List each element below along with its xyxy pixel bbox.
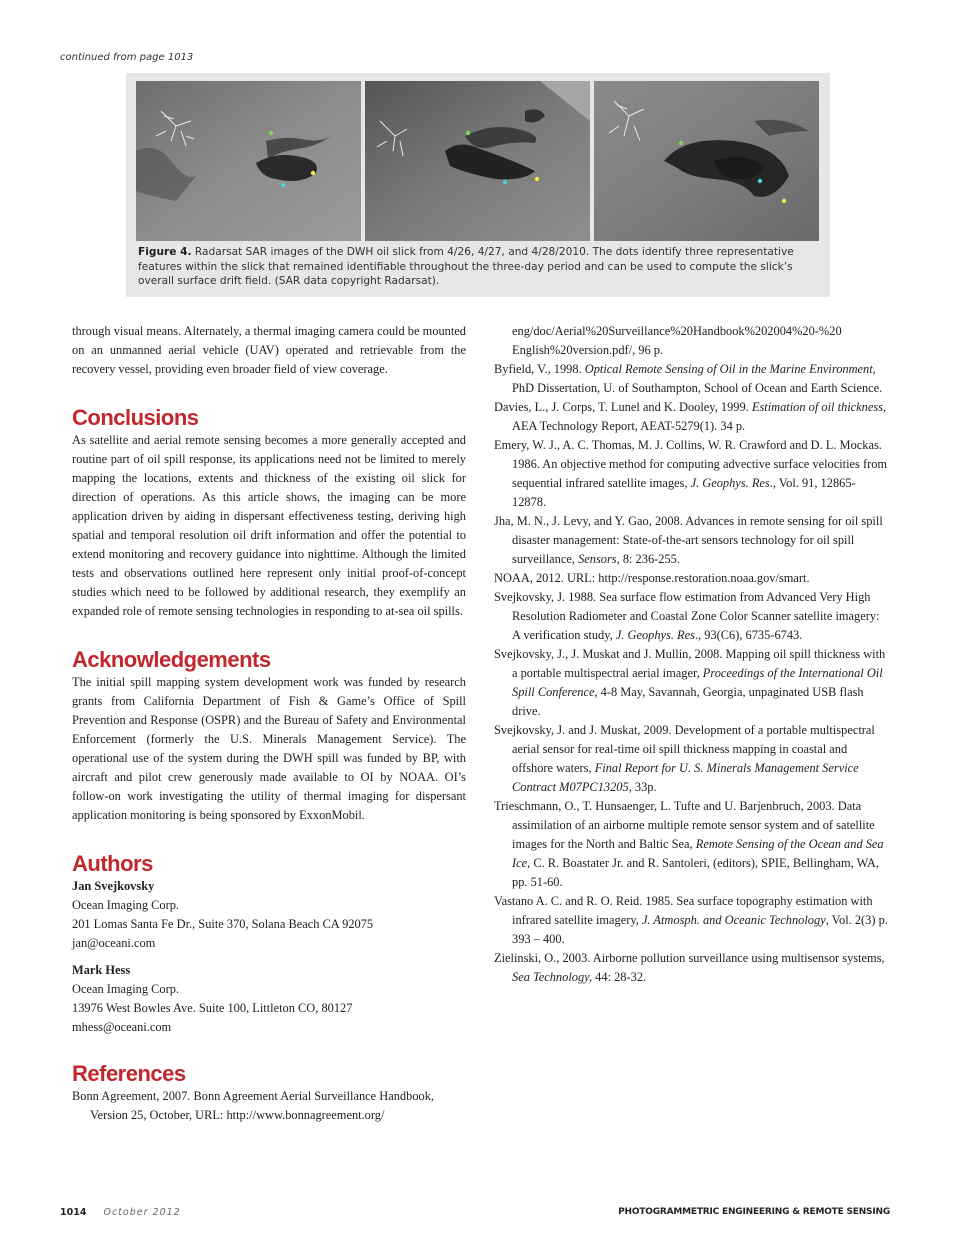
reference-item: Byfield, V., 1998. Optical Remote Sensing of Oil in the Marine Environment, PhD Dissertation, U. of Southampton, School of Ocean and Earth Science. bbox=[494, 362, 883, 395]
figure-caption bbox=[138, 245, 822, 289]
reference-continuation: eng/doc/Aerial%20Surveillance%20Handbook%202004%20-%20 English%20version.pdf/, 96 p. bbox=[512, 324, 842, 357]
figure-caption-text: Radarsat SAR images of the DWH oil slick from 4/26, 4/27, and 4/28/2010. The dots identify three representative features within the slick that remained identifiable throughout the three-day period and can be used to compute the slick’s overall surface drift field. (SAR data copyright Radarsat). bbox=[138, 246, 794, 287]
figure-4 bbox=[126, 73, 830, 297]
dot-yellow bbox=[311, 171, 315, 175]
author-email[interactable]: jan@oceani.com bbox=[72, 936, 156, 950]
sar-image-4-28 bbox=[594, 81, 819, 241]
continued-note: continued from page 1013 bbox=[60, 52, 194, 63]
dot-green bbox=[466, 131, 470, 135]
dot-cyan bbox=[503, 180, 507, 184]
sar-image-4-26 bbox=[136, 81, 361, 241]
page-number: 1014 bbox=[60, 1207, 87, 1218]
reference-item: Svejkovsky, J., J. Muskat and J. Mullin, 2008. Mapping oil spill thickness with a portable multispectral aerial imager, Proceedings of the International Oil Spill Conference, 4-8 May, Savannah, Georgia, unpaginated USB flash drive. bbox=[494, 647, 886, 718]
author-block bbox=[72, 961, 466, 1037]
left-column bbox=[72, 322, 466, 1125]
reference-item: Bonn Agreement, 2007. Bonn Agreement Aerial Surveillance Handbook, Version 25, October, URL: http://www.bonnagreement.org/ bbox=[72, 1089, 435, 1122]
reference-item: Zielinski, O., 2003. Airborne pollution surveillance using multisensor systems, Sea Technology, 44: 28-32. bbox=[494, 951, 885, 984]
reference-item: Jha, M. N., J. Levy, and Y. Gao, 2008. Advances in remote sensing for oil spill disaster management: State-of-the-art sensors technology for oil spill surveillance, Sensors, 8: 236-255. bbox=[494, 514, 883, 566]
reference-item: Svejkovsky, J. and J. Muskat, 2009. Development of a portable multispectral aerial sensor for real-time oil spill thickness mapping in coastal and offshore waters, Final Report for U. S. Minerals Management Service Contract M07PC13205, 33p. bbox=[494, 723, 875, 794]
sar-image-strip bbox=[136, 81, 820, 241]
reference-item: Vastano A. C. and R. O. Reid. 1985. Sea surface topography estimation with infrared satellite imagery, J. Atmosph. and Oceanic Technology, Vol. 2(3) p. 393 – 400. bbox=[494, 894, 888, 946]
dot-yellow bbox=[535, 177, 539, 181]
reference-list bbox=[494, 360, 888, 987]
author-name: Mark Hess bbox=[72, 963, 131, 977]
author-org: Ocean Imaging Corp. bbox=[72, 898, 180, 912]
intro-paragraph: through visual means. Alternately, a thermal imaging camera could be mounted on an unmanned aerial vehicle (UAV) operated and retrievable from the recovery vessel, providing even broader field of view coverage. bbox=[72, 324, 466, 376]
acknowledgements-paragraph: The initial spill mapping system development work was funded by research grants from California Department of Fish & Game’s Office of Spill Prevention and Response (OSPR) and the Bureau of Safety and Environmental Enforcement (formerly the U.S. Minerals Management Service). The operational use of the system during the DWH spill was funded by BP, with aircraft and pilot crew generously made available to OI by NOAA. OI’s follow-on work investigating the utility of thermal imaging for dispersant application monitoring is being sponsored by ExxonMobil. bbox=[72, 675, 466, 822]
reference-item: Svejkovsky, J. 1988. Sea surface flow estimation from Advanced Very High Resolution Radiometer and Coastal Zone Color Scanner satellite imagery: A verification study, J. Geophys. Res., 93(C6), 6735-6743. bbox=[494, 590, 880, 642]
reference-item: Davies, L., J. Corps, T. Lunel and K. Dooley, 1999. Estimation of oil thickness, AEA Technology Report, AEAT-5279(1). 34 p. bbox=[494, 400, 887, 433]
author-address: 201 Lomas Santa Fe Dr., Suite 370, Solana Beach CA 92075 bbox=[72, 917, 374, 931]
conclusions-paragraph: As satellite and aerial remote sensing becomes a more generally accepted and routine part of oil spill response, its applications need not be limited to merely mapping the locations, extents and thickness of the existing oil slick for direction of operations. As this article shows, the imaging can be more application driven by aiding in dispersant effectiveness testing, deriving high spatial and temporal resolution oil drift information and offer the potential to extend monitoring and recovery guidance into nighttime. Although the limited tests and observations outlined here represent only initial proof-of-concept studies which need to be followed by additional research, they exemplify an expanded role of remote sensing technologies in responding to at-sea oil spills. bbox=[72, 433, 466, 618]
journal-name: PHOTOGRAMMETRIC ENGINEERING & REMOTE SENSING bbox=[618, 1207, 890, 1217]
dot-green bbox=[269, 131, 273, 135]
sar-image-4-27 bbox=[365, 81, 590, 241]
author-org: Ocean Imaging Corp. bbox=[72, 982, 180, 996]
authors-heading: Authors bbox=[72, 851, 153, 876]
figure-label: Figure 4. bbox=[138, 246, 192, 258]
dot-green bbox=[679, 141, 683, 145]
author-email[interactable]: mhess@oceani.com bbox=[72, 1020, 172, 1034]
reference-item: Emery, W. J., A. C. Thomas, M. J. Collins, W. R. Crawford and D. L. Mockas. 1986. An objective method for computing advective surface velocities from sequential infrared satellite images, J. Geophys. Res., Vol. 91, 12865- 12878. bbox=[494, 438, 888, 509]
dot-cyan bbox=[281, 183, 285, 187]
reference-item: NOAA, 2012. URL: http://response.restoration.noaa.gov/smart. bbox=[494, 571, 810, 585]
issue-date: October 2012 bbox=[103, 1207, 181, 1218]
dot-cyan bbox=[758, 179, 762, 183]
references-heading: References bbox=[72, 1061, 186, 1086]
reference-item: Trieschmann, O., T. Hunsaenger, L. Tufte and U. Barjenbruch, 2003. Data assimilation of an airborne multiple remote sensor system and of satellite images for the North and Baltic Sea, Remote Sensing of the Ocean and Sea Ice, C. R. Boastater Jr. and R. Santoleri, (editors), SPIE, Bellingham, WA, pp. 51-60. bbox=[494, 799, 884, 889]
author-name: Jan Svejkovsky bbox=[72, 879, 155, 893]
author-block bbox=[72, 877, 466, 953]
footer-left bbox=[60, 1207, 181, 1218]
conclusions-heading: Conclusions bbox=[72, 405, 199, 430]
right-column bbox=[494, 322, 888, 987]
acknowledgements-heading: Acknowledgements bbox=[72, 647, 271, 672]
author-address: 13976 West Bowles Ave. Suite 100, Littleton CO, 80127 bbox=[72, 1001, 353, 1015]
dot-yellow bbox=[782, 199, 786, 203]
